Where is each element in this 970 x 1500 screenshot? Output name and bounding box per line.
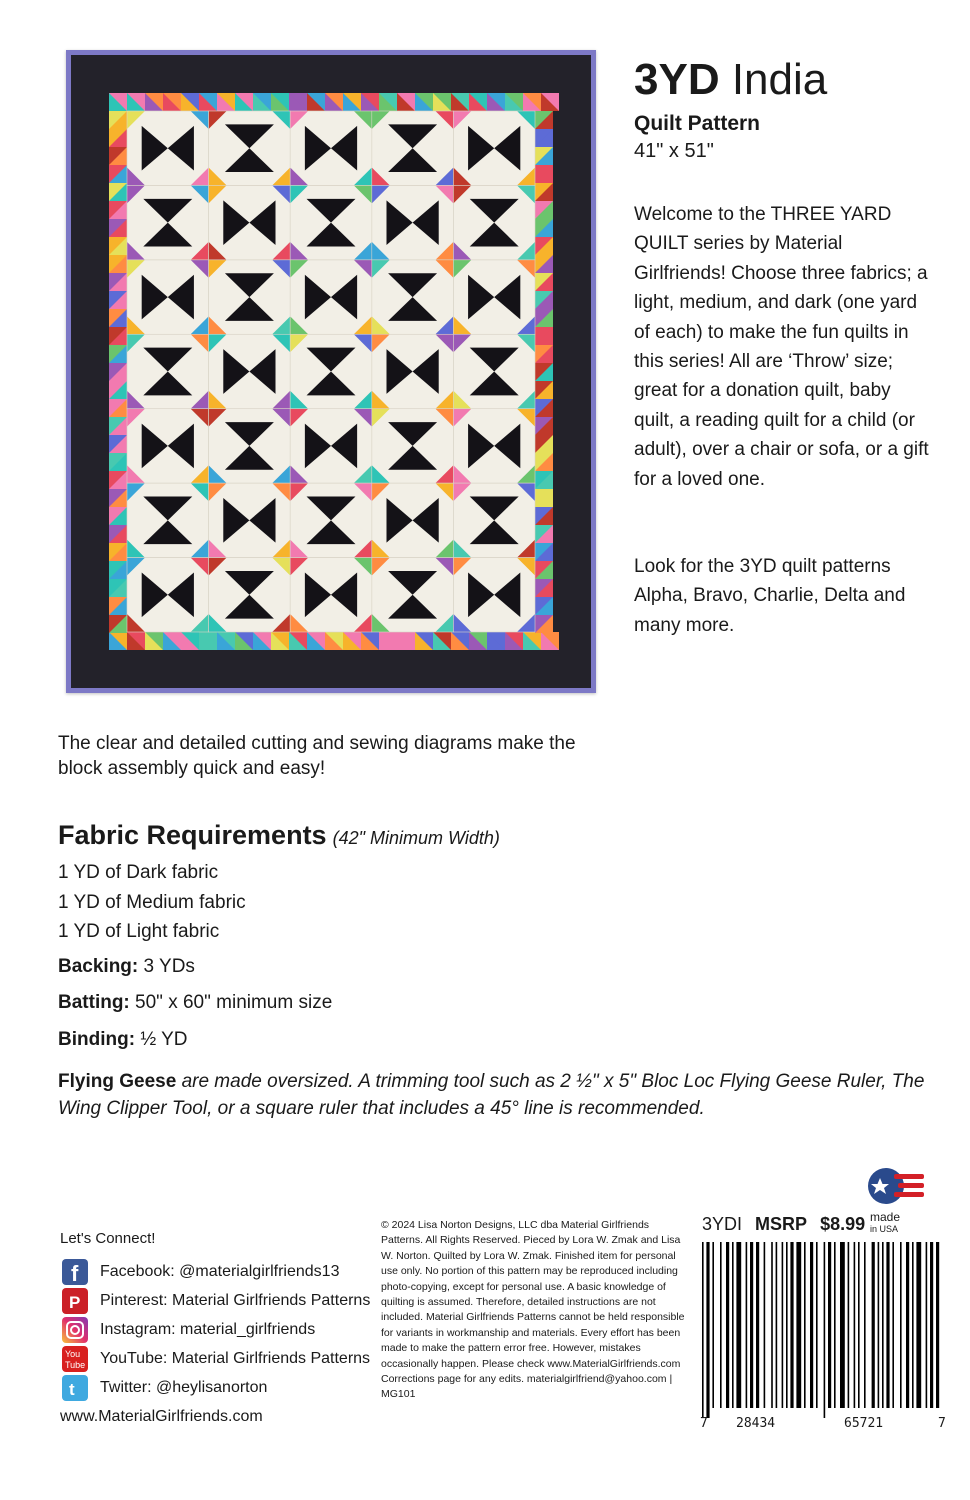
fabric-item-light: 1 YD of Light fabric xyxy=(58,921,220,942)
facebook-icon xyxy=(62,1259,88,1285)
quilt-size: 41" x 51" xyxy=(634,140,714,162)
barcode-bar xyxy=(816,1242,818,1408)
fabric-requirements-heading xyxy=(58,820,500,851)
svg-text:Tube: Tube xyxy=(65,1360,86,1370)
barcode-bar xyxy=(848,1242,850,1408)
barcode-bar xyxy=(858,1242,860,1408)
barcode-bar xyxy=(804,1242,806,1408)
svg-text:f: f xyxy=(71,1261,79,1285)
usa-flag-icon xyxy=(858,1162,938,1212)
barcode-bar xyxy=(750,1242,753,1408)
quilt-illustration xyxy=(71,55,591,688)
fabric-list xyxy=(58,858,246,947)
social-instagram-label: Instagram: material_girlfriends xyxy=(100,1321,316,1338)
barcode-bar xyxy=(936,1242,939,1408)
social-pinterest-label: Pinterest: Material Girlfriends Patterns xyxy=(100,1292,371,1309)
made-in-usa-badge xyxy=(858,1162,938,1232)
price-value: $8.99 xyxy=(820,1214,866,1234)
barcode-bar xyxy=(840,1242,845,1408)
barcode-bar xyxy=(764,1242,766,1408)
batting-requirement: Batting: 50" x 60" minimum size xyxy=(58,992,333,1013)
intro-paragraph: Welcome to the THREE YARD QUILT series by Material Girlfriends! Choose three fabrics; a light, medium, and dark (one yard of each) to make the fun quilts in this series! All are ‘Throw’ size; great for a donation quilt, baby quilt, a reading quilt for a child (or adult), over a chair or sofa, or a gift for a loved one. xyxy=(634,204,929,490)
instagram-icon xyxy=(62,1317,88,1343)
quilt-photo xyxy=(66,50,596,693)
title-block xyxy=(634,55,954,163)
svg-text:You: You xyxy=(65,1349,81,1359)
sku-code: 3YDI xyxy=(702,1214,743,1234)
barcode-bar xyxy=(824,1242,826,1418)
fabric-item-dark: 1 YD of Dark fabric xyxy=(58,862,219,883)
barcode-bar xyxy=(834,1242,836,1408)
barcode xyxy=(700,1242,946,1418)
barcode-bar xyxy=(912,1242,914,1408)
barcode-bar xyxy=(706,1242,709,1418)
binding-requirement: Binding: ½ YD xyxy=(58,1029,188,1050)
barcode-bar xyxy=(732,1242,734,1408)
social-twitter[interactable] xyxy=(62,1374,267,1402)
backing-requirement: Backing: 3 YDs xyxy=(58,956,195,977)
connect-heading: Let's Connect! xyxy=(60,1230,156,1247)
sku-price xyxy=(702,1214,865,1235)
made-sub-label: in USA xyxy=(870,1224,899,1234)
msrp-label: MSRP xyxy=(755,1214,808,1234)
barcode-bar xyxy=(872,1242,875,1408)
barcode-bar xyxy=(892,1242,894,1408)
social-facebook[interactable] xyxy=(62,1258,339,1286)
flying-geese-note: Flying Geese are made oversized. A trimming tool such as 2 ½" x 5" Bloc Loc Flying Geese Ruler, The Wing Clipper Tool, or a square ruler that includes a 45° line is recommended. xyxy=(58,1071,925,1119)
legal-text: © 2024 Lisa Norton Designs, LLC dba Material Girlfriends Patterns. All Rights Reserved. Pieced by Lora W. Zmak and Lisa W. Norton. Quilted by Lora W. Zmak. Finished item for personal use only. No portion of this pattern may be reproduced including photo-copying, except for personal use. A basic knowledge of quilting is assumed. Therefore, detailed instructions are not included. Material Girlfriends Patterns cannot be held responsible for variants in workmanship and materials. Every effort has been made to make the pattern error free. However, mistakes occasionally happen. Please check www.MaterialGirlfriends.com Corrections page for any edits. materialgirlfriend@yahoo.com | MG101 xyxy=(381,1219,685,1401)
barcode-bar xyxy=(916,1242,921,1408)
website-link[interactable]: www.MaterialGirlfriends.com xyxy=(60,1408,263,1425)
barcode-bar xyxy=(771,1242,773,1408)
barcode-bar xyxy=(854,1242,856,1408)
assembly-paragraph: The clear and detailed cutting and sewing diagrams make the block assembly quick and easy! xyxy=(58,733,576,779)
pinterest-icon xyxy=(62,1288,88,1314)
barcode-bar xyxy=(786,1242,788,1408)
social-facebook-label: Facebook: @materialgirlfriends13 xyxy=(100,1263,340,1280)
fabric-heading-text: Fabric Requirements xyxy=(58,820,327,850)
youtube-icon xyxy=(62,1346,88,1372)
fabric-width-note: (42" Minimum Width) xyxy=(332,828,500,848)
barcode-digit-group1: 28434 xyxy=(736,1416,776,1431)
svg-text:P: P xyxy=(69,1293,81,1312)
barcode-bar xyxy=(756,1242,759,1408)
barcode-bar xyxy=(726,1242,729,1408)
barcode-bar xyxy=(886,1242,889,1408)
barcode-bar xyxy=(776,1242,778,1408)
social-twitter-label: Twitter: @heylisanorton xyxy=(100,1379,268,1396)
barcode-bar xyxy=(878,1242,880,1408)
barcode-bar xyxy=(828,1242,831,1408)
barcode-bar xyxy=(782,1242,784,1408)
barcode-bar xyxy=(712,1242,714,1408)
barcode-digit-last: 7 xyxy=(938,1416,946,1431)
social-youtube-label: YouTube: Material Girlfriends Patterns xyxy=(100,1350,371,1367)
barcode-bar xyxy=(796,1242,801,1408)
look-for-paragraph: Look for the 3YD quilt patterns Alpha, Bravo, Charlie, Delta and many more. xyxy=(634,556,906,636)
barcode-bar xyxy=(864,1242,866,1408)
title-name: India xyxy=(731,55,828,104)
fabric-item-medium: 1 YD of Medium fabric xyxy=(58,891,246,913)
barcode-bar xyxy=(882,1242,884,1408)
barcode-bar xyxy=(810,1242,813,1408)
barcode-bar xyxy=(926,1242,928,1408)
social-youtube[interactable] xyxy=(62,1345,370,1373)
barcode-bar xyxy=(790,1242,793,1408)
barcode-digit-group2: 65721 xyxy=(844,1416,884,1431)
barcode-bar xyxy=(746,1242,748,1408)
social-pinterest[interactable] xyxy=(62,1287,370,1315)
title-code: 3YD xyxy=(634,55,720,104)
barcode-bar xyxy=(906,1242,909,1408)
social-instagram[interactable] xyxy=(62,1316,315,1344)
twitter-icon xyxy=(62,1375,88,1401)
pattern-subtitle: Quilt Pattern xyxy=(634,112,761,135)
barcode-bar xyxy=(900,1242,902,1408)
barcode-digit-first: 7 xyxy=(700,1416,708,1431)
barcode-bar xyxy=(930,1242,933,1408)
made-label: made xyxy=(870,1210,901,1224)
barcode-bar xyxy=(736,1242,741,1408)
barcode-bar xyxy=(720,1242,722,1408)
svg-text:t: t xyxy=(69,1380,75,1399)
barcode-bar xyxy=(702,1242,704,1418)
pattern-title xyxy=(634,55,954,104)
